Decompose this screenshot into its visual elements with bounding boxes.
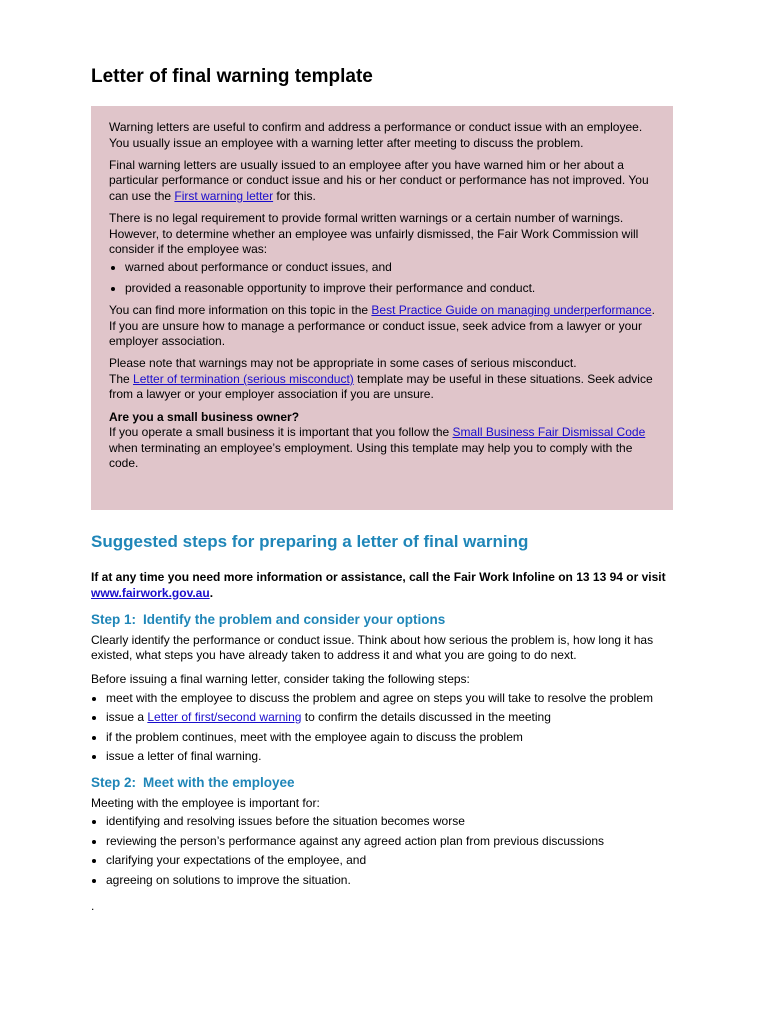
step-2-intro: Meeting with the employee is important for: (91, 795, 320, 810)
step-1-heading (91, 612, 673, 628)
notice-text: If you operate a small business it is important that you follow the (109, 425, 453, 440)
steps-section (91, 570, 673, 922)
notice-bullet-list (109, 260, 655, 297)
step-2-list (91, 814, 673, 888)
section-heading: Suggested steps for preparing a letter of final warning (91, 532, 529, 551)
notice-text: . If you are unsure how to manage a performance or conduct issue, seek advice from a lawyer or your employer association. (109, 302, 655, 349)
notice-text: for this. (273, 188, 316, 203)
list-item: • provided a reasonable opportunity to improve their performance and conduct. (125, 281, 655, 297)
notice-text: template may be useful in these situations. Seek advice from a lawyer or your employer association if you are unsure. (109, 371, 653, 402)
list-item: • reviewing the person’s performance against any agreed action plan from previous discussions (106, 834, 673, 850)
step-title: Meet with the employee (143, 774, 295, 790)
infoline-paragraph (91, 570, 673, 601)
fairwork-website-link[interactable]: www.fairwork.gov.au (91, 585, 210, 600)
termination-letter-link[interactable]: Letter of termination (serious misconduct) (133, 371, 354, 386)
notice-text: Please note that warnings may not be appropriate in some cases of serious misconduct. (109, 356, 577, 371)
step-1-paragraph-2: Before issuing a final warning letter, consider taking the following steps: (91, 671, 470, 686)
step-number: Step 1: (91, 612, 137, 628)
step-1-list (91, 691, 673, 765)
step-1-paragraph-1: Clearly identify the performance or conduct issue. Think about how serious the problem is, how long it has existed, what steps you have already taken to address it and what you are going to do next. (91, 632, 654, 663)
small-business-paragraph (109, 410, 655, 472)
list-item: • if the problem continues, meet with the employee again to discuss the problem (106, 730, 673, 746)
notice-paragraph-3: There is no legal requirement to provide formal written warnings or a certain number of warnings. However, to determine whether an employee was unfairly dismissed, the Fair Work Commission will consider if the employee was: (109, 210, 639, 257)
step-title: Identify the problem and consider your options (143, 612, 446, 628)
notice-text: Final warning letters are usually issued to an employee after you have warned him or her about a particular performance or conduct issue and his or her conduct or performance has not improved. You can use the (109, 157, 649, 203)
list-item: • clarifying your expectations of the employee, and (106, 853, 673, 869)
infoline-text: If at any time you need more information or assistance, call the Fair Work Infoline on 13 13 94 or visit (91, 570, 666, 584)
step-number: Step 2: (91, 774, 137, 790)
trailing-period: . (91, 898, 95, 913)
small-business-code-link[interactable]: Small Business Fair Dismissal Code (452, 425, 646, 440)
notice-text: when terminating an employee’s employment. Using this template may help you to comply with the code. (109, 440, 633, 471)
list-item: • agreeing on solutions to improve the situation. (106, 873, 673, 889)
infoline-text: . (209, 585, 214, 600)
notice-text: You can find more information on this topic in the (109, 302, 372, 317)
first-warning-letter-link[interactable]: First warning letter (174, 188, 274, 203)
notice-paragraph-1: Warning letters are useful to confirm and address a performance or conduct issue with an employee. You usually issue an employee with a warning letter after meeting to discuss the problem. (109, 120, 643, 150)
step-2-heading (91, 775, 673, 791)
guidance-notice-box (91, 106, 673, 510)
list-item (106, 710, 673, 726)
document-title: Letter of final warning template (91, 66, 373, 87)
list-item: • issue a letter of final warning. (106, 749, 673, 765)
notice-paragraph-5 (109, 356, 655, 403)
first-second-warning-link[interactable]: Letter of first/second warning (147, 710, 302, 725)
small-business-heading: Are you a small business owner? (109, 409, 300, 424)
notice-paragraph-4 (109, 303, 655, 350)
best-practice-guide-link[interactable]: Best Practice Guide on managing underperformance (371, 302, 652, 317)
list-item: • meet with the employee to discuss the problem and agree on steps you will take to resolve the problem (106, 691, 673, 707)
notice-text: The (109, 371, 134, 386)
notice-paragraph-2 (109, 158, 655, 205)
list-text: issue a (106, 710, 148, 725)
list-text: to confirm the details discussed in the meeting (301, 710, 551, 725)
list-item: • identifying and resolving issues before the situation becomes worse (106, 814, 673, 830)
list-item: • warned about performance or conduct issues, and (125, 260, 655, 276)
